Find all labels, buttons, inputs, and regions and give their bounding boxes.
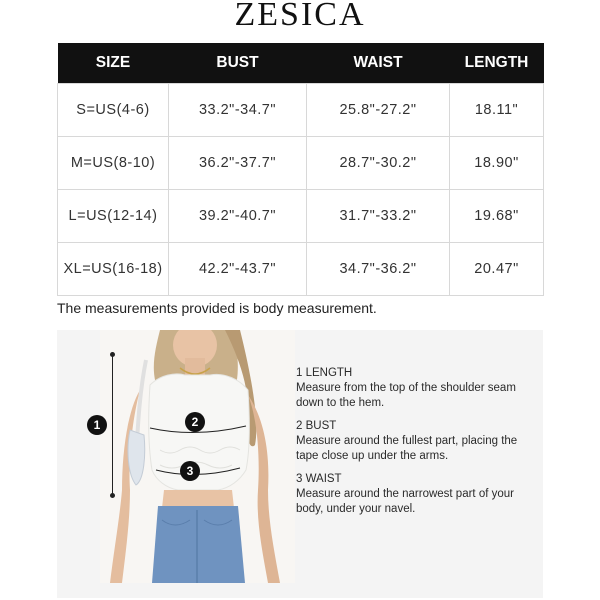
measurement-instructions [296,366,536,525]
instruction-text: Measure from the top of the shoulder seam down to the hem. [296,382,516,409]
instruction-length [296,366,536,411]
waist-marker: 3 [180,461,200,481]
cell-size: L=US(12-14) [58,190,169,243]
instruction-text: Measure around the narrowest part of your body, under your navel. [296,488,514,515]
cell-length: 18.90" [450,137,544,190]
length-guide-line [112,355,113,495]
cell-bust: 42.2"-43.7" [169,243,307,296]
cell-size: M=US(8-10) [58,137,169,190]
model-photo [100,330,295,583]
cell-bust: 39.2"-40.7" [169,190,307,243]
instruction-text: Measure around the fullest part, placing the tape close up under the arms. [296,435,518,462]
cell-size: S=US(4-6) [58,84,169,137]
header-size: SIZE [58,43,169,84]
cell-bust: 33.2"-34.7" [169,84,307,137]
table-row [58,137,544,190]
header-waist: WAIST [307,43,450,84]
measurement-note: The measurements provided is body measurement. [57,300,377,316]
instruction-bust [296,419,536,464]
length-marker: 1 [87,415,107,435]
cell-waist: 28.7"-30.2" [307,137,450,190]
brand-logo: ZESICA [234,0,366,33]
cell-length: 20.47" [450,243,544,296]
size-chart-table [57,43,544,296]
cell-waist: 34.7"-36.2" [307,243,450,296]
table-header-row [58,43,544,84]
bust-marker: 2 [185,412,205,432]
header-length: LENGTH [450,43,544,84]
cell-waist: 31.7"-33.2" [307,190,450,243]
header-bust: BUST [169,43,307,84]
cell-size: XL=US(16-18) [58,243,169,296]
instruction-title: 1 LENGTH [296,367,353,379]
instruction-title: 3 WAIST [296,473,342,485]
cell-length: 19.68" [450,190,544,243]
instruction-waist [296,472,536,517]
cell-waist: 25.8"-27.2" [307,84,450,137]
table-row [58,84,544,137]
cell-length: 18.11" [450,84,544,137]
instruction-title: 2 BUST [296,420,337,432]
table-row [58,243,544,296]
length-top-dot [110,352,115,357]
model-illustration [100,330,295,583]
length-bottom-dot [110,493,115,498]
cell-bust: 36.2"-37.7" [169,137,307,190]
table-row [58,190,544,243]
